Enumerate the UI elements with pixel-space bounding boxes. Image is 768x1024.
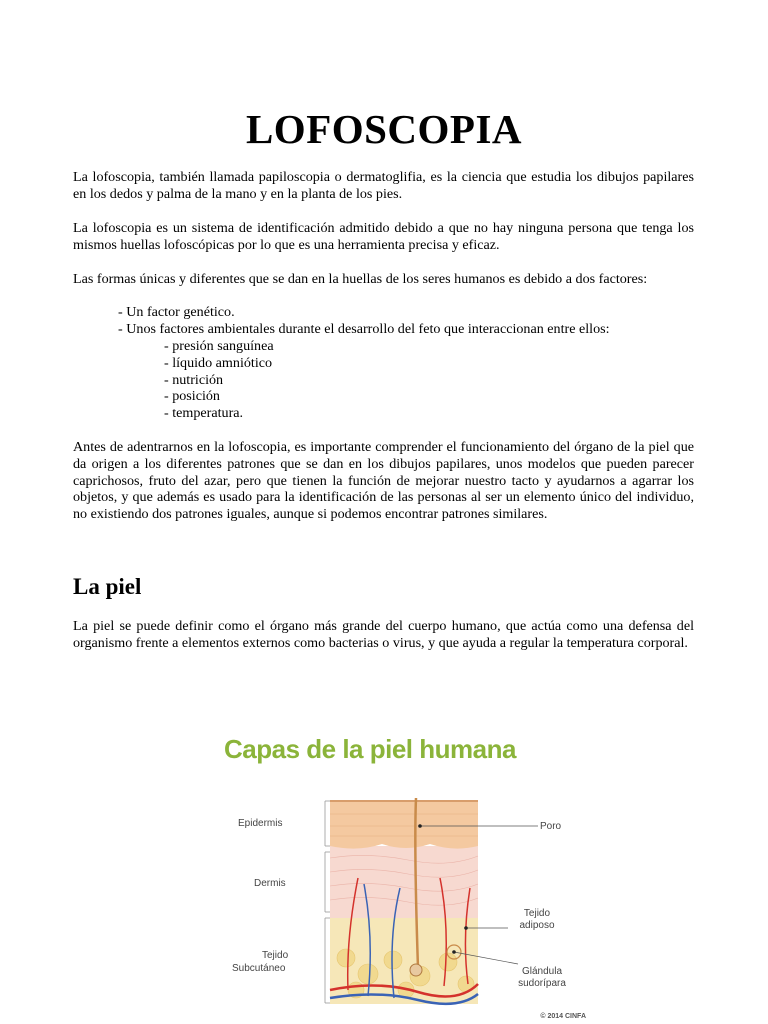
sub-factor-item: - temperatura.	[164, 405, 244, 421]
factor-item: - Un factor genético.	[118, 304, 235, 320]
label-adipose-tissue: Tejido adiposo	[519, 908, 555, 931]
sub-factor-item: - líquido amniótico	[164, 355, 273, 371]
skin-layers-figure	[218, 728, 588, 1024]
label-epidermis: Epidermis	[238, 818, 283, 829]
label-subcutaneous-tissue-2: Subcutáneo	[232, 963, 286, 974]
figure-credit: © 2014 CINFA	[540, 1013, 586, 1020]
figure-title: Capas de la piel humana	[224, 734, 516, 764]
skin-function-paragraph: Antes de adentrarnos en la lofoscopia, es importante comprender el funcionamiento del órgano de la piel que da origen a los diferentes patrones que se dan en los dibujos papilares, unos modelos que pueden parecer caprichosos, fruto del azar, pero que tienen la función de mejorar nuestro tacto y ayudarnos a agarrar los objetos, y que además es usado para la identificación de las personas al ser un elemento único del individuo, no existiendo dos patrones iguales, aunque si podemos encontrar patrones similares.	[73, 439, 694, 523]
label-dermis: Dermis	[254, 878, 286, 889]
label-sweat-gland: Glándula sudorípara	[518, 966, 566, 989]
label-pore: Poro	[540, 821, 562, 832]
sub-factor-item: - presión sanguínea	[164, 338, 274, 354]
identification-paragraph: La lofoscopia es un sistema de identificación admitido debido a que no hay ninguna persona que tenga los mismos huellas lofoscópicas por lo que es una herramienta precisa y eficaz.	[73, 220, 694, 253]
sub-factor-item: - nutrición	[164, 372, 224, 388]
intro-paragraph: La lofoscopia, también llamada papiloscopia o dermatoglifia, es la ciencia que estudia los dibujos papilares en los dedos y palma de la mano y en la planta de los pies.	[73, 169, 694, 202]
skin-definition-paragraph: La piel se puede definir como el órgano más grande del cuerpo humano, que actúa como una defensa del organismo frente a elementos externos como bacterias o virus, y que ayuda a regular la temperatura corporal.	[73, 618, 694, 651]
factors-paragraph: Las formas únicas y diferentes que se dan en la huellas de los seres humanos es debido a dos factores:	[73, 271, 648, 287]
section-heading: La piel	[73, 574, 142, 599]
factor-item: - Unos factores ambientales durante el desarrollo del feto que interaccionan entre ellos:	[118, 321, 610, 337]
sub-factor-item: - posición	[164, 388, 220, 404]
label-subcutaneous-tissue: Tejido	[262, 950, 289, 961]
page-title: LOFOSCOPIA	[245, 106, 523, 152]
